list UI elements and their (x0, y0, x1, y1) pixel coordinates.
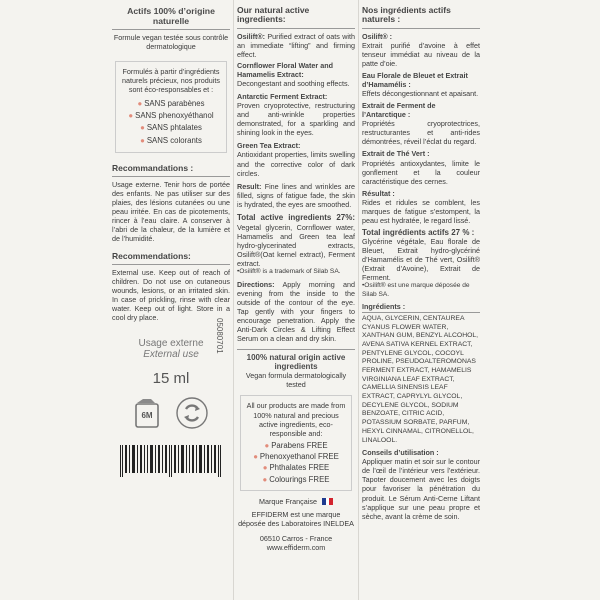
divider (237, 28, 355, 29)
conseils-title: Conseils d’utilisation : (362, 448, 439, 458)
origin-title: 100% natural origin active ingredients (246, 352, 346, 372)
vegan-en: Vegan formula dermatologically tested (245, 371, 347, 390)
cornflower-text: Decongestant and soothing effects. (237, 79, 350, 88)
volume: 15 ml (152, 370, 190, 388)
external-use: External use (143, 349, 199, 361)
nos-title: Nos ingrédients actifs naturels : (362, 5, 451, 25)
free-list-en (245, 440, 347, 485)
divider (237, 349, 355, 350)
reco-fr-title: Recommandations : (112, 162, 194, 173)
ingredients-title: Ingrédients : (362, 301, 406, 311)
website-link[interactable]: www.effiderm.com (266, 543, 326, 553)
free-item: ● Phthalates FREE (262, 463, 330, 473)
address: 06510 Carros - France (259, 534, 333, 544)
reco-en-text: External use. Keep out of reach of children. Do not use on cutaneous wounds, lesions, or an irritated skin. In case of prickling, rinse with clear water. Keep out of light. Store in a cool dry place. (112, 268, 230, 323)
directions-en: Directions: Apply morning and evening from the inside to the outside of the contour of the eye. Tap gently with your fingers to encourage penetration. Apply the Anti-Dark Circles & Lifting Effect Serum on a clean and dry skin. (237, 279, 355, 343)
bullet-dot-icon: ● (128, 111, 134, 121)
ferment-text: Propriétés cryoprotectrices, restructurantes et anti-rides démontrées, réveil l’éclat du regard. (362, 119, 480, 147)
free-item: ● SANS phenoxyéthanol (128, 111, 214, 121)
divider (112, 264, 230, 265)
box-intro: All our products are made from 100% natural and precious active ingredients, eco-responsible and: (246, 401, 346, 438)
divider (362, 28, 480, 29)
free-item: ● SANS parabènes (137, 99, 205, 109)
bullet-dot-icon: ● (137, 99, 143, 109)
free-item: ● Phenoxyethanol FREE (253, 451, 339, 461)
osilift-en: Osilift®: Purified extract of oats with an immediate “lifting” and firming effect. (237, 31, 355, 59)
trademark-fr: •Osilift® est une marque déposée de Silab SA. (362, 282, 470, 298)
formules-intro: Formulés à partir d’ingrédients naturels précieux, nos produits sont éco-responsables et : (122, 67, 220, 95)
pao-jar-icon (132, 397, 162, 431)
the-text: Propriétés antioxydantes, limite le gonflement et la couleur caractéristique des cernes. (362, 158, 480, 186)
free-box-fr (115, 61, 227, 153)
marque-francaise: Marque Française (237, 497, 355, 506)
eau-text: Effets décongestionnant et apaisant. (362, 89, 479, 99)
free-item: ● SANS phtalates (140, 123, 202, 133)
total-fr-text: Glycérine végétale, Eau florale de Bleuet, Extrait hydro-glycériné d’Hamamélis et de Thé vert, Osilift® (Extrait d’Avoine), Extrait de Ferment. (362, 236, 480, 283)
the-title: Extrait de Thé Vert : (362, 149, 430, 159)
greentea-title: Green Tea Extract: (237, 141, 301, 151)
conseils-text: Appliquer matin et soir sur le contour de l’œil de l’intérieur vers l’extérieur. Tapoter doucement avec les doigts pour favoriser la pénétration du produit. Le Sérum Anti-Cerne Liftant s’applique sur une peau propre et sèche, avant la crème de soin. (362, 457, 480, 521)
divider (362, 312, 480, 313)
bullet-dot-icon: ● (140, 135, 145, 145)
column-separator (358, 0, 359, 600)
barcode (112, 445, 230, 482)
greentea-text: Antioxidant properties, limits swelling and the corrective color of dark circles. (237, 150, 355, 178)
bullet-dot-icon: ● (253, 451, 258, 461)
ingredients-list: AQUA, GLYCERIN, CENTAUREA CYANUS FLOWER WATER, XANTHAN GUM, BENZYL ALCOHOL, AVENA SATIVA KERNEL EXTRACT, PENTYLENE GLYCOL, COCOYL PROLINE, PSEUDOALTEROMONAS FERMENT EXTRACT, HAMAMELIS VIRGINIANA LEAF EXTRACT, CAMELLIA SINENSIS LEAF EXTRACT, CAPRYLYL GLYCOL, DECYLENE GLYCOL, SODIUM BENZOATE, CITRIC ACID, POTASSIUM SORBATE, PARFUM, HEXYL CINNAMAL, CITRONELLOL, LINALOOL. (362, 314, 479, 444)
osilift-fr-title: Osilift® : (362, 31, 393, 41)
formule-vegan: Formule vegan testée sous contrôle dermatologique (113, 33, 229, 52)
natural-title: Our natural active ingredients: (237, 5, 310, 25)
result-en: Result: Fine lines and wrinkles are filled, signs of fatigue fade, the skin is hydrated, the eyes are smoothed. (237, 181, 355, 209)
antarctic-text: Proven cryoprotective, restructuring and anti-wrinkle properties demonstrated, for a sparkling and shining look in the eyes. (237, 101, 355, 138)
resultat-text: Rides et ridules se comblent, les marques de fatigue s’estompent, la peau est hydratée, le regard lissé. (362, 197, 480, 225)
french-flag-icon (322, 498, 333, 505)
free-item: ● SANS colorants (140, 135, 202, 145)
reco-fr-text: Usage externe. Tenir hors de portée des enfants. Ne pas utiliser sur des plaies, des lésions cutanées ou une peau irritée. En cas de picotements, rincer à l’eau claire. A conserver à l’abri de la chaleur, de la lumière et de l’humidité. (112, 179, 230, 243)
trademark-en: •Osilift® is a trademark of Silab SA. (237, 268, 341, 276)
resultat-title: Résultat : (362, 188, 395, 198)
total-en: Total active ingredients 27%: Vegetal glycerin, Cornflower water, Hamamelis and Green tea leaf hydro-glycerinated extracts, Osilift®(Oat kernel extract), Ferment extract. (237, 212, 355, 269)
cornflower-title: Cornflower Floral Water and Hamamelis Extract: (237, 60, 333, 79)
column-english (237, 0, 355, 600)
reco-en-title: Recommendations: (112, 251, 191, 262)
divider (112, 176, 230, 177)
divider (112, 29, 230, 30)
bullet-dot-icon: ● (262, 474, 268, 484)
column-french-right (362, 0, 480, 600)
pao-label: 6M (141, 411, 153, 421)
bullet-dot-icon: ● (140, 123, 145, 133)
bullet-dot-icon: ● (262, 463, 268, 473)
free-item: ● Parabens FREE (264, 440, 328, 450)
column-separator (233, 0, 234, 600)
eau-title: Eau Florale de Bleuet et Extrait d’Hamamélis : (362, 70, 468, 89)
antarctic-title: Antarctic Ferment Extract: (237, 92, 328, 102)
osilift-fr-text: Extrait purifié d’avoine à effet tenseur immédiat au niveau de la patte d’oie. (362, 40, 480, 68)
lot-number: 05080701 (215, 318, 224, 354)
usage-externe: Usage externe (138, 338, 204, 350)
free-list-fr (120, 98, 222, 146)
actifs-title: Actifs 100% d’origine naturelle (127, 6, 215, 26)
bullet-dot-icon: ● (264, 440, 270, 450)
column-french-left (112, 0, 230, 600)
recycle-icon (176, 397, 208, 429)
free-item: ● Colourings FREE (262, 474, 330, 484)
company-info: EFFIDERM est une marque déposée des Laboratoires INELDEA (238, 509, 354, 528)
barcode-bars (112, 445, 230, 477)
free-box-en (240, 395, 352, 490)
ferment-title: Extrait de Ferment de l’Antarctique : (362, 101, 436, 120)
total-fr-title: Total ingrédients actifs 27 % : (362, 227, 475, 237)
